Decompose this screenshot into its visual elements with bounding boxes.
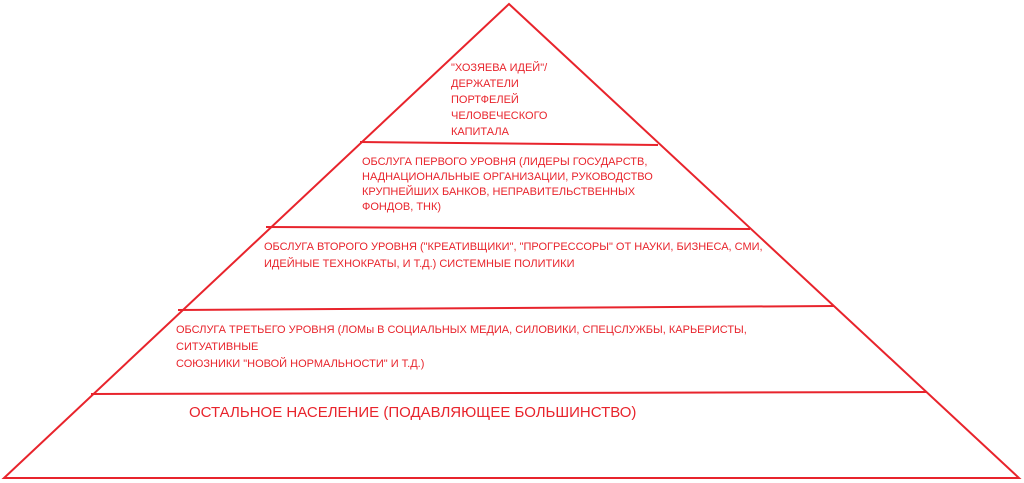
tier-divider-4 (91, 392, 927, 394)
tier-label-top: "ХОЗЯЕВА ИДЕЙ"/ ДЕРЖАТЕЛИ ПОРТФЕЛЕЙ ЧЕЛОВЕЧЕСКОГО КАПИТАЛА (451, 62, 548, 138)
tier-divider-3 (178, 306, 834, 310)
tier-label-population: ОСТАЛЬНОЕ НАСЕЛЕНИЕ (ПОДАВЛЯЮЩЕЕ БОЛЬШИНСТВО) (189, 404, 637, 421)
tier-divider-1 (360, 142, 658, 145)
tier-label-third-level: ОБСЛУГА ТРЕТЬЕГО УРОВНЯ (ЛОМы В СОЦИАЛЬНЫХ МЕДИА, СИЛОВИКИ, СПЕЦСЛУЖБЫ, КАРЬЕРИСТЫ, СИТУАТИВНЫЕ СОЮЗНИКИ "НОВОЙ НОРМАЛЬНОСТИ" И Т.Д.) (176, 324, 747, 370)
tier-label-second-level: ОБСЛУГА ВТОРОГО УРОВНЯ ("КРЕАТИВЩИКИ", "ПРОГРЕССОРЫ" ОТ НАУКИ, БИЗНЕСА, СМИ, ИДЕЙНЫЕ ТЕХНОКРАТЫ, И Т.Д.) СИСТЕМНЫЕ ПОЛИТИКИ (264, 241, 763, 270)
tier-label-first-level: ОБСЛУГА ПЕРВОГО УРОВНЯ (ЛИДЕРЫ ГОСУДАРСТВ, НАДНАЦИОНАЛЬНЫЕ ОРГАНИЗАЦИИ, РУКОВОДСТВО КРУПНЕЙШИХ БАНКОВ, НЕПРАВИТЕЛЬСТВЕННЫХ ФОНДОВ, ТНК) (362, 156, 653, 213)
tier-divider-2 (266, 227, 750, 229)
